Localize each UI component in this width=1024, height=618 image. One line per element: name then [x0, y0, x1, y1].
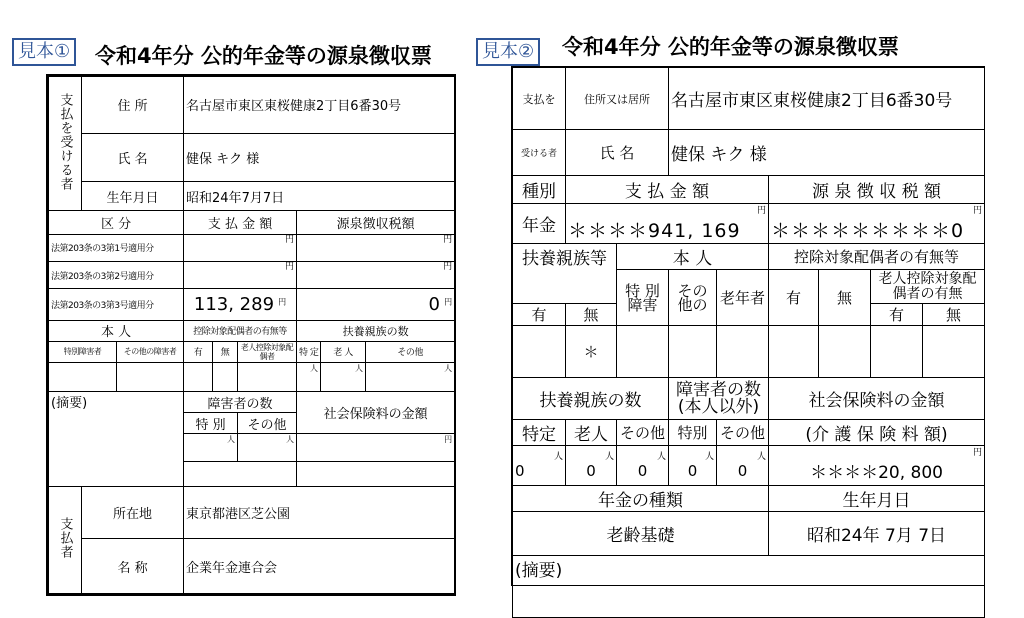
- spouse-ari-label: 有: [769, 270, 819, 326]
- special-disability-label: 特別障害者: [49, 341, 117, 362]
- row1-tax: 円: [297, 234, 455, 261]
- tekiyo-blank-b: [297, 461, 455, 486]
- shubetsu-label: 種別: [513, 176, 566, 204]
- payee-label-top: 支払を: [513, 68, 566, 130]
- address-label: 住 所: [82, 77, 184, 134]
- elderly-spouse-label: 老人控除対象配偶者の有無: [871, 270, 985, 304]
- row1-amount: 円: [184, 234, 297, 261]
- dis-tokubetsu-label: 特別: [669, 420, 717, 446]
- name-label: 氏 名: [566, 130, 669, 176]
- dis-sonota-label: その他: [717, 420, 769, 446]
- name-label: 氏 名: [82, 133, 184, 181]
- dep-sonota-label: その他: [366, 341, 455, 362]
- fuyo-tou-label: 扶養親族等: [513, 244, 617, 304]
- payer-vertical-label: 支払者: [49, 486, 82, 593]
- disabled-sonota-label: その他: [238, 413, 297, 434]
- form1-slip: [46, 74, 456, 596]
- payee-label-bottom: 受ける者: [513, 130, 566, 176]
- fuyo-ari-value: [513, 326, 566, 378]
- row2-tax: 円: [297, 261, 455, 288]
- sample-1-tag: 見本①: [12, 38, 76, 66]
- disabled-count-header: 障害者の数: [184, 392, 297, 413]
- form2-title: 令和4年分 公的年金等の源泉徴収票: [562, 35, 899, 59]
- fuyo-nashi-label: 無: [566, 304, 617, 326]
- social-insurance-header: 社会保険料の金額: [297, 392, 455, 434]
- address-value: 名古屋市東区東桜健康2丁目6番30号: [184, 77, 455, 134]
- pension-type-label: 年金の種類: [513, 486, 769, 512]
- disabled-count-header: 障害者の数 (本人以外): [669, 378, 769, 420]
- kubun-header: 区 分: [49, 211, 184, 234]
- elderly-nashi-value: [923, 326, 985, 378]
- form1-title: 令和4年分 公的年金等の源泉徴収票: [95, 44, 432, 68]
- address-value: 名古屋市東区東桜健康2丁目6番30号: [669, 68, 985, 130]
- name-value: 健保 キク 様: [669, 130, 985, 176]
- dep-tokutei-value: 人: [297, 362, 321, 391]
- name-value: 健保 キク 様: [184, 133, 455, 181]
- dep-sonota-label: その他: [617, 420, 669, 446]
- tekiyo-area: (摘要): [513, 556, 985, 618]
- dep-rojin-label: 老人: [566, 420, 617, 446]
- location-label: 所在地: [82, 486, 184, 539]
- special-disability-value: [49, 362, 117, 391]
- spouse-header: 控除対象配偶者の有無等: [184, 320, 297, 341]
- payer-name-value: 企業年金連合会: [184, 539, 455, 594]
- row3-tax: 0 $^円$: [297, 289, 455, 321]
- tax-value: 円 ＊＊＊＊＊＊＊＊＊0: [769, 204, 985, 244]
- elderly-spouse-value: [238, 362, 297, 391]
- payer-name-label: 名 称: [82, 539, 184, 594]
- spouse-ari: 有: [184, 341, 213, 362]
- social-insurance-value: 円: [297, 434, 455, 461]
- rojinsha-label: 老年者: [717, 270, 769, 326]
- spouse-nashi: 無: [213, 341, 238, 362]
- row3-amount: 113, 289 $^円$: [184, 289, 297, 321]
- payee-vertical-label: 支払を受ける者: [49, 77, 82, 211]
- tokubetsu-shogai-value: [617, 326, 669, 378]
- tekiyo-label: (摘要): [49, 392, 184, 487]
- dep-tokutei-label: 特定: [513, 420, 566, 446]
- elderly-spouse-nashi: 無: [923, 304, 985, 326]
- social-insurance-value: 円 ＊＊＊＊20, 800: [769, 446, 985, 486]
- birth-value: 昭和24年 7月 7日: [769, 512, 985, 556]
- tokubetsu-shogai-label: 特 別 障害: [617, 270, 669, 326]
- spouse-header: 控除対象配偶者の有無等: [769, 244, 985, 270]
- dep-tokutei-label: 特 定: [297, 341, 321, 362]
- tax-header: 源 泉 徴 収 税 額: [769, 176, 985, 204]
- amount-value: 円 ＊＊＊＊941, 169: [566, 204, 769, 244]
- sonota-no-value: [669, 326, 717, 378]
- dis-sonota-value: 人 0: [717, 446, 769, 486]
- form2-slip: [511, 66, 985, 586]
- disabled-tokubetsu-value: 人: [184, 434, 238, 461]
- spouse-ari-value: [769, 326, 819, 378]
- birth-value: 昭和24年7月7日: [184, 182, 455, 211]
- dep-rojin-label: 老 人: [321, 341, 366, 362]
- pension-type-value: 老齢基礎: [513, 512, 769, 556]
- row3-label: 法第203条の3第3号適用分: [49, 289, 184, 321]
- dep-rojin-value: 人: [321, 362, 366, 391]
- other-disability-value: [117, 362, 184, 391]
- dep-tokutei-value: 人 0: [513, 446, 566, 486]
- row2-amount: 円: [184, 261, 297, 288]
- disabled-sonota-value: 人: [238, 434, 297, 461]
- honnin-header: 本 人: [617, 244, 769, 270]
- birth-label: 生年月日: [82, 182, 184, 211]
- dep-rojin-value: 人 0: [566, 446, 617, 486]
- honnin-header: 本 人: [49, 320, 184, 341]
- row2-label: 法第203条の3第2号適用分: [49, 261, 184, 288]
- address-label: 住所又は居所: [566, 68, 669, 130]
- dep-sonota-value: 人 0: [617, 446, 669, 486]
- spouse-ari-value: [184, 362, 213, 391]
- tax-header: 源泉徴収税額: [297, 211, 455, 234]
- dependents-header: 扶養親族の数: [297, 320, 455, 341]
- amount-header: 支 払 金 額: [566, 176, 769, 204]
- dis-tokubetsu-value: 人 0: [669, 446, 717, 486]
- elderly-spouse-label: 老人控除対象配偶者: [238, 341, 297, 362]
- fuyo-nashi-value: ＊: [566, 326, 617, 378]
- rojinsha-value: [717, 326, 769, 378]
- social-insurance-header: 社会保険料の金額: [769, 378, 985, 420]
- dep-sonota-value: 人: [366, 362, 455, 391]
- dependents-count-header: 扶養親族の数: [513, 378, 669, 420]
- location-value: 東京都港区芝公園: [184, 486, 455, 539]
- spouse-nashi-label: 無: [819, 270, 871, 326]
- disabled-tokubetsu-label: 特 別: [184, 413, 238, 434]
- tekiyo-blank-a: [184, 461, 297, 486]
- other-disability-label: その他の障害者: [117, 341, 184, 362]
- nenkin-label: 年金: [513, 204, 566, 244]
- fuyo-ari-label: 有: [513, 304, 566, 326]
- amount-header: 支 払 金 額: [184, 211, 297, 234]
- sonota-no-label: その 他の: [669, 270, 717, 326]
- elderly-ari-value: [871, 326, 923, 378]
- kaigo-label: (介 護 保 険 料 額): [769, 420, 985, 446]
- spouse-nashi-value: [213, 362, 238, 391]
- row1-label: 法第203条の3第1号適用分: [49, 234, 184, 261]
- elderly-spouse-ari: 有: [871, 304, 923, 326]
- birth-label: 生年月日: [769, 486, 985, 512]
- spouse-nashi-value: [819, 326, 871, 378]
- sample-2-tag: 見本②: [476, 38, 540, 66]
